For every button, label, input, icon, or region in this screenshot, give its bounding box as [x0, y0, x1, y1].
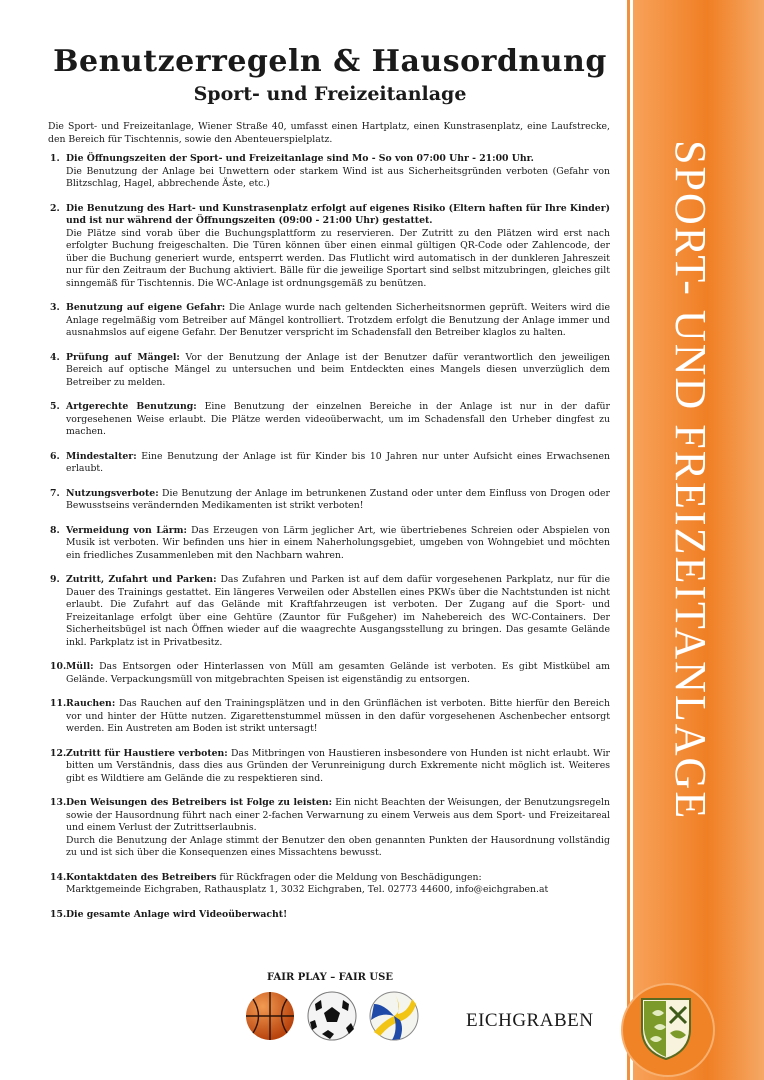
intro-text: Die Sport- und Freizeitanlage, Wiener Straße 40, umfasst einen Hartplatz, einen Kunstrasenplatz, eine Laufstrecke, den Bereich für Tischtennis, sowie den Abenteuerspielplatz.	[48, 121, 610, 145]
side-banner-text: SPORT- UND FREIZEITANLAGE	[666, 140, 715, 821]
rule-body: Die Benutzung der Anlage bei Unwettern oder starkem Wind ist aus Sicherheitsgründen verboten (Gefahr von Blitzschlag, Hagel, abbrechende Äste, etc.)	[66, 165, 610, 189]
rule-heading: Benutzung auf eigene Gefahr:	[66, 302, 226, 313]
rule-number: 9.	[50, 574, 60, 585]
rule-number: 15.	[50, 908, 67, 920]
rule-number: 11.	[50, 698, 67, 709]
rule-heading: Rauchen:	[66, 698, 116, 709]
fair-play-slogan: FAIR PLAY – FAIR USE	[267, 972, 393, 983]
rule-item	[48, 797, 610, 860]
rule-heading: Kontaktdaten des Betreibers	[66, 871, 217, 883]
rule-body: Ein nicht Beachten der Weisungen, der Benutzungsregeln sowie der Hausordnung führt nach einer 2-fachen Verwarnung zu einem Verweis aus dem Sport- und Freizeitareal und einem Verlust der Zutrittserlaubnis. Durch die Benutzung der Anlage stimmt der Benutzer den oben genannten Punkten der Hausordnung vollständig zu und ist sich über die Konsequenzen eines Missachtens bewusst.	[66, 797, 610, 858]
rule-item	[48, 909, 610, 922]
rule-body: Das Rauchen auf den Trainingsplätzen und in den Grünflächen ist verboten. Bitte hierfür den Bereich vor und hinter der Hütte nutzen. Zigarettenstummel müssen in den dafür vorgesehenen Aschenbecher entsorgt werden. Ein Austreten am Boden ist strikt untersagt!	[66, 698, 610, 734]
rule-heading: Müll:	[66, 661, 94, 672]
rule-body: Das Erzeugen von Lärm jeglicher Art, wie übertriebenes Schreien oder Abspielen von Musik ist verboten. Wir befinden uns hier in einem Naherholungsgebiet, umgeben von Wohngebiet und möchten ein friedliches Zusammenleben mit den Nachbarn wahren.	[66, 524, 610, 561]
rule-item	[48, 401, 610, 439]
rule-item	[48, 302, 610, 340]
rule-number: 8.	[50, 524, 60, 536]
rule-item	[48, 451, 610, 476]
rule-body: Die Plätze sind vorab über die Buchungsplattform zu reservieren. Der Zutritt zu den Plätzen wird erst nach erfolgter Buchung freigeschalten. Die Türen können über einen einmal gültigen QR-Code oder Zahlencode, der über die Buchung generiert wurde, entsperrt werden. Das Flutlicht wird automatisch in der dunkleren Jahreszeit nur für den Zeitraum der Buchung aktiviert. Bälle für die jeweilige Sportart sind selbst mitzubringen, gleiches gilt sinngemäß für Tischtennis. Die WC-Anlage ist ordnungsgemäß zu benützen.	[66, 227, 610, 289]
page-subtitle: Sport- und Freizeitanlage	[193, 83, 467, 105]
volleyball-icon	[368, 990, 420, 1042]
rule-item	[48, 574, 610, 649]
municipality-name: EICHGRABEN	[466, 1010, 594, 1031]
rule-body: für Rückfragen oder die Meldung von Beschädigungen: Marktgemeinde Eichgraben, Rathausplatz 1, 3032 Eichgraben, Tel. 02773 44600, info@eichgraben.at	[66, 871, 549, 895]
rule-item	[48, 488, 610, 513]
rules-list	[48, 153, 610, 921]
rule-heading: Mindestalter:	[66, 450, 137, 462]
rule-number: 10.	[50, 661, 67, 672]
rule-body: Das Zufahren und Parken ist auf dem dafür vorgesehenen Parkplatz, nur für die Dauer des Trainings gestattet. Ein längeres Verweilen oder Abstellen eines PKWs über die Nachtstunden ist nicht erlaubt. Die Zufahrt auf das Gelände mit Kraftfahrzeugen ist verboten. Der Zugang auf die Sport- und Freizeitanlage erfolgt über eine Gehtüre (Zauntor für Fußgeher) im Nahebereich des WC-Containers. Der Sicherheitsbügel ist nach Öffnen wieder auf die waagrechte Ausgangsstellung zu bringen. Das gesamte Gelände inkl. Parkplatz ist in Privatbesitz.	[66, 574, 610, 648]
basketball-icon	[244, 990, 296, 1042]
rule-body: Die Anlage wurde nach geltenden Sicherheitsnormen geprüft. Weiters wird die Anlage regelmäßig vom Betreiber auf Mängel kontrolliert. Trotzdem erfolgt die Benutzung der Anlage immer und ausnahmslos auf eigene Gefahr. Der Benutzer verspricht im Schadensfall den Betreiber klaglos zu halten.	[66, 302, 610, 338]
rule-number: 5.	[50, 401, 60, 412]
rule-item	[48, 698, 610, 736]
rule-item	[48, 352, 610, 390]
rule-body: Eine Benutzung der einzelnen Bereiche in der Anlage ist nur in der dafür vorgesehenen Weise erlaubt. Die Plätze werden videoüberwacht, um im Schadensfall den Urheber dingfest zu machen.	[66, 401, 610, 437]
rule-body: Vor der Benutzung der Anlage ist der Benutzer dafür verantwortlich den jeweiligen Bereich auf optische Mängel zu untersuchen und beim Entdeckten eines Mangels diesen unverzüglich dem Betreiber zu melden.	[66, 351, 610, 388]
rule-heading: Prüfung auf Mängel:	[66, 351, 180, 363]
rule-body: Das Entsorgen oder Hinterlassen von Müll am gesamten Gelände ist verboten. Es gibt Mistkübel am Gelände. Verpackungsmüll von mitgebrachten Speisen ist eigenständig zu entsorgen.	[66, 661, 610, 685]
rule-number: 2.	[50, 202, 60, 214]
rule-item	[48, 748, 610, 786]
rule-number: 12.	[50, 747, 67, 759]
rule-body: Die Benutzung der Anlage im betrunkenen Zustand oder unter dem Einfluss von Drogen oder Bewusstseins verändernden Medikamenten ist strikt verboten!	[66, 487, 610, 511]
rule-item	[48, 203, 610, 291]
rule-heading: Zutritt, Zufahrt und Parken:	[66, 574, 217, 585]
rule-number: 3.	[50, 302, 60, 313]
rule-number: 13.	[50, 797, 67, 808]
rule-heading: Artgerechte Benutzung:	[66, 401, 197, 412]
rule-number: 4.	[50, 351, 60, 363]
rule-number: 14.	[50, 871, 67, 883]
rule-heading: Vermeidung von Lärm:	[66, 524, 187, 536]
rule-heading: Nutzungsverbote:	[66, 487, 159, 499]
rule-heading: Den Weisungen des Betreibers ist Folge zu leisten:	[66, 797, 333, 808]
rule-body: Das Mitbringen von Haustieren insbesondere von Hunden ist nicht erlaubt. Wir bitten um Verständnis, dass dies aus Gründen der Verunreinigung durch Exkremente nicht möglich ist. Weiteres gibt es Wildtiere am Gelände die zu respektieren sind.	[66, 747, 610, 784]
rule-body: Eine Benutzung der Anlage ist für Kinder bis 10 Jahren nur unter Aufsicht eines Erwachsenen erlaubt.	[66, 450, 610, 474]
rule-heading: Zutritt für Haustiere verboten:	[66, 747, 228, 759]
rule-number: 6.	[50, 450, 60, 462]
rule-item	[48, 872, 610, 897]
rule-number: 7.	[50, 487, 60, 499]
rule-item	[48, 153, 610, 191]
rule-item	[48, 661, 610, 686]
rules-content	[48, 121, 610, 933]
rule-item	[48, 525, 610, 563]
coat-of-arms-icon	[636, 993, 696, 1063]
rule-heading: Die Öffnungszeiten der Sport- und Freizeitanlage sind Mo - So von 07:00 Uhr - 21:00 Uhr.	[66, 153, 534, 164]
football-icon	[306, 990, 358, 1042]
rule-heading: Die gesamte Anlage wird Videoüberwacht!	[66, 908, 288, 920]
rule-number: 1.	[50, 153, 60, 164]
rule-heading: Die Benutzung des Hart- und Kunstrasenplatz erfolgt auf eigenes Risiko (Eltern haften für Ihre Kinder) und ist nur während der Öffnungszeiten (09:00 - 21:00 Uhr) gestattet.	[66, 202, 610, 226]
page-title: Benutzerregeln & Hausordnung	[53, 44, 607, 79]
